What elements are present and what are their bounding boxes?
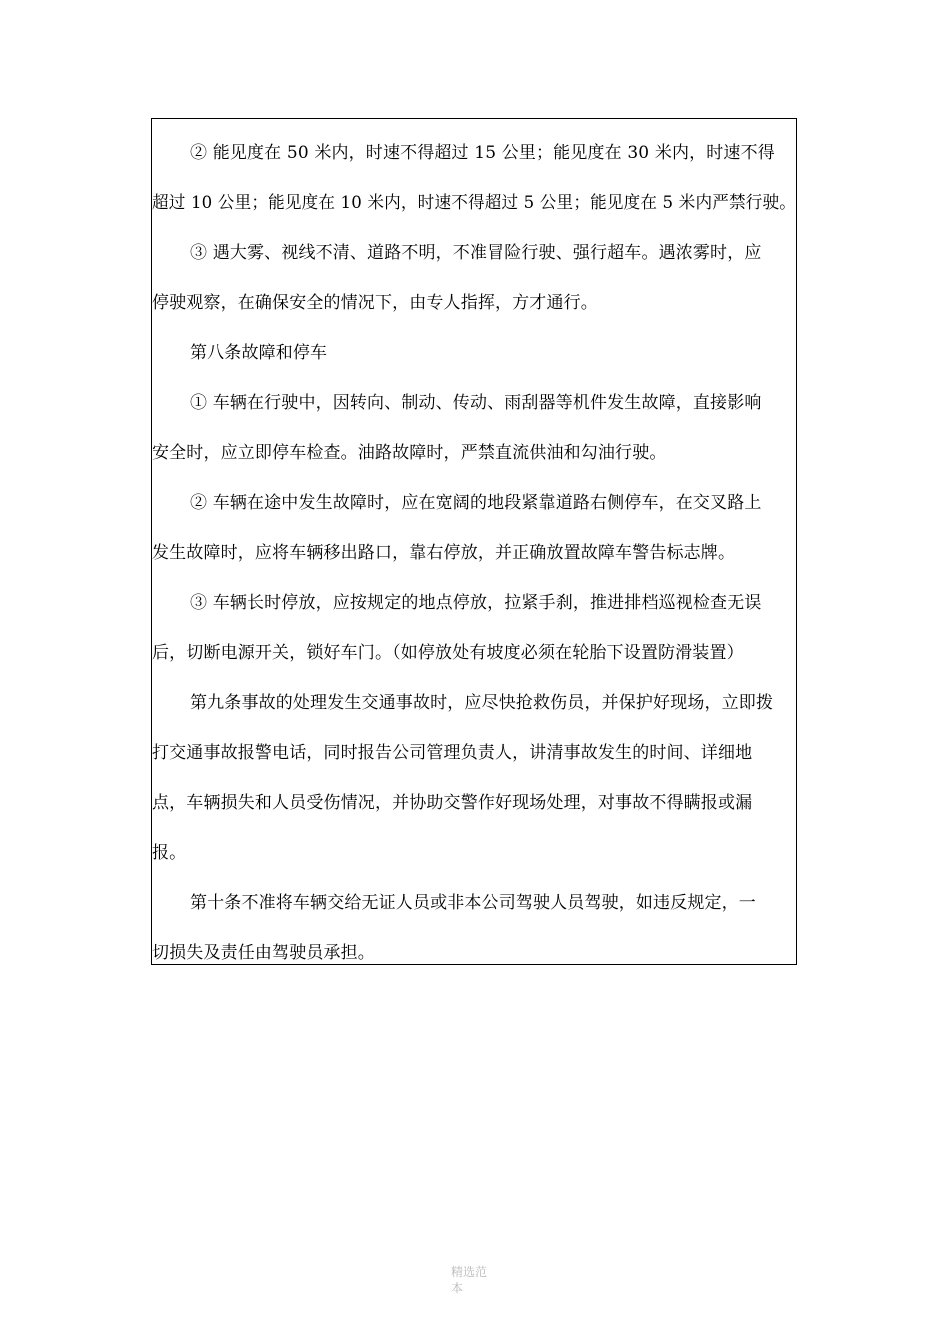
paragraph-line: ③ 遇大雾、视线不清、道路不明，不准冒险行驶、强行超车。遇浓雾时，应 <box>190 243 762 263</box>
paragraph-line: 发生故障时，应将车辆移出路口，靠右停放，并正确放置故障车警告标志牌。 <box>152 543 736 563</box>
section-heading: 第八条故障和停车 <box>190 343 328 363</box>
document-text-box <box>151 118 797 965</box>
paragraph-line: 打交通事故报警电话，同时报告公司管理负责人，讲清事故发生的时间、详细地 <box>152 743 753 763</box>
paragraph-line: 安全时，应立即停车检查。油路故障时，严禁直流供油和勾油行驶。 <box>152 443 667 463</box>
paragraph-line: 后，切断电源开关，锁好车门。（如停放处有坡度必须在轮胎下设置防滑装置） <box>152 643 744 663</box>
paragraph-line: 超过 10 公里；能见度在 10 米内，时速不得超过 5 公里；能见度在 5 米内严禁行驶。 <box>152 193 797 213</box>
paragraph-line: 第九条事故的处理发生交通事故时，应尽快抢救伤员，并保护好现场，立即拨 <box>190 693 774 713</box>
footer-text-line-1: 精选范 <box>451 1265 488 1279</box>
paragraph-line: ② 车辆在途中发生故障时，应在宽阔的地段紧靠道路右侧停车，在交叉路上 <box>190 493 762 513</box>
paragraph-line: ③ 车辆长时停放，应按规定的地点停放，拉紧手刹，推进排档巡视检查无误 <box>190 593 762 613</box>
page-footer <box>451 1264 511 1296</box>
paragraph-line: 停驶观察，在确保安全的情况下，由专人指挥，方才通行。 <box>152 293 598 313</box>
paragraph-line: 第十条不准将车辆交给无证人员或非本公司驾驶人员驾驶，如违反规定，一 <box>190 893 756 913</box>
footer-text-line-2: 本 <box>451 1281 464 1295</box>
paragraph-line: ① 车辆在行驶中，因转向、制动、传动、雨刮器等机件发生故障，直接影响 <box>190 393 762 413</box>
paragraph-line: ② 能见度在 50 米内，时速不得超过 15 公里；能见度在 30 米内，时速不得 <box>190 143 775 163</box>
paragraph-line: 切损失及责任由驾驶员承担。 <box>152 943 375 963</box>
paragraph-line: 报。 <box>152 843 187 863</box>
paragraph-line: 点，车辆损失和人员受伤情况，并协助交警作好现场处理，对事故不得瞒报或漏 <box>152 793 753 813</box>
